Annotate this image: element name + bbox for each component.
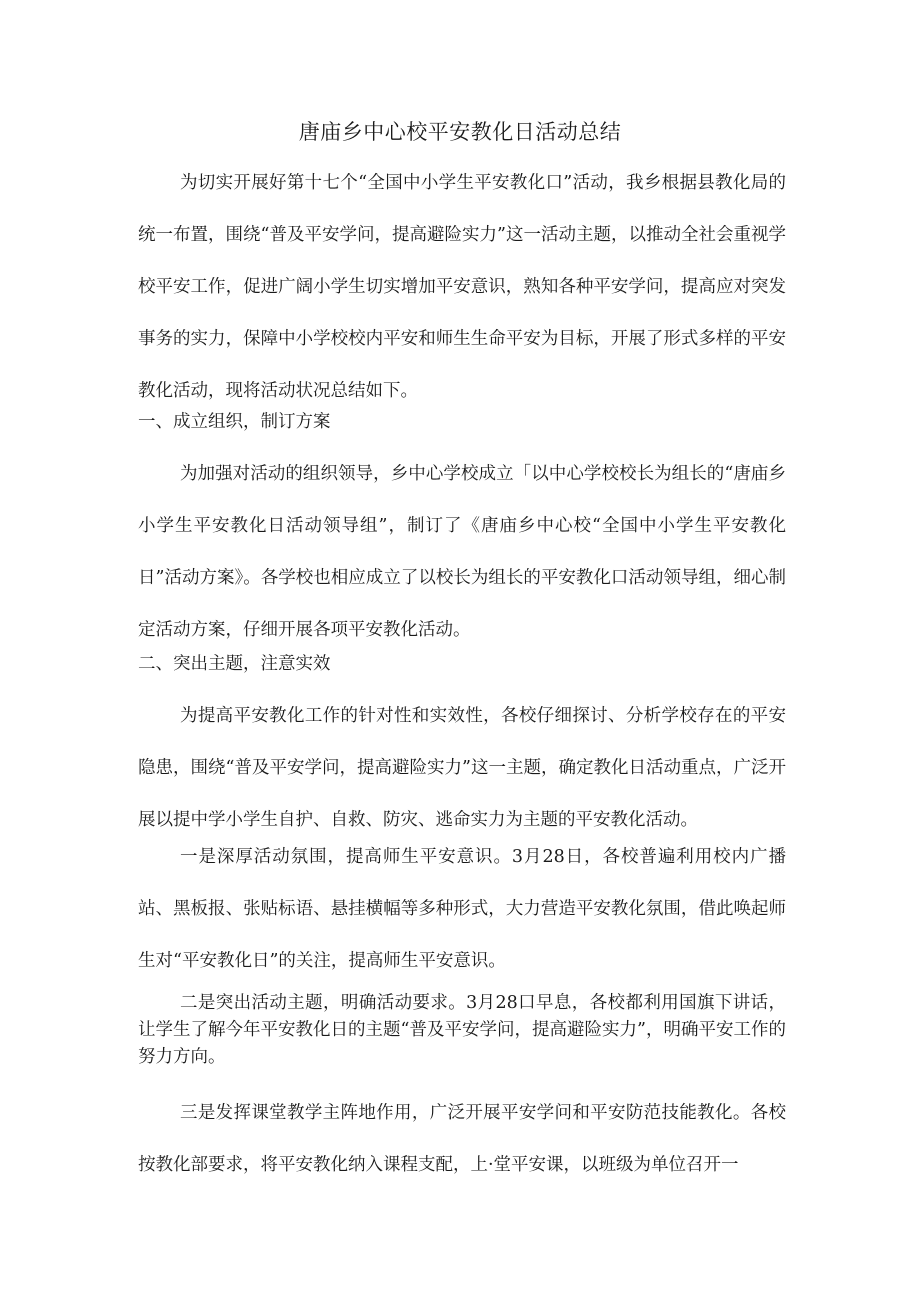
document-title: 唐庙乡中心校平安教化日活动总结 [298,120,622,144]
intro-paragraph: 为切实开展好第十七个“全国中小学生平安教化口”活动，我乡根据县教化局的统一布置，围绕“普及平安学问，提高避险实力”这一活动主题，以推动全社会重视学校平安工作，促进广阔小学生切实增加平安意识，熟知各种平安学问，提高应对突发事务的实力，保障中小学校校内平安和师生生命平安为目标，开展了形式多样的平安教化活动，现将活动状况总结如下。 [138,173,786,401]
section-2-paragraph-4: 三是发挥课堂教学主阵地作用，广泛开展平安学问和平安防范技能教化。各校按教化部要求，将平安教化纳入课程支配，上·堂平安课，以班级为单位召开一 [138,1103,786,1175]
section-1-paragraph: 为加强对活动的组织领导，乡中心学校成立「以中心学校校长为组长的“唐庙乡小学生平安教化日活动领导组”，制订了《唐庙乡中心校“全国中小学生平安教化日”活动方案》。各学校也相应成立了以校长为组长的平安教化口活动领导组，细心制定活动方案，仔细开展各项平安教化活动。 [138,464,786,640]
section-2-paragraph-1: 为提高平安教化工作的针对性和实效性，各校仔细探讨、分析学校存在的平安隐患，围绕“普及平安学问，提高避险实力”这一主题，确定教化日活动重点，广泛开展以提中学小学生自护、自救、防灾、逃命实力为主题的平安教化活动。 [138,706,786,830]
section-1-heading: 一、成立组织，制订方案 [138,412,331,432]
section-2-paragraph-3: 二是突出活动主题，明确活动要求。3月28口早息，各校都利用国旗下讲话，让学生了解今年平安教化日的主题“普及平安学问，提高避险实力”，明确平安工作的努力方向。 [138,993,786,1067]
section-2-paragraph-2: 一是深厚活动氛围，提高师生平安意识。3月28日，各校普遍利用校内广播站、黑板报、张贴标语、悬挂横幅等多种形式，大力营造平安教化氛围，借此唤起师生对“平安教化日”的关注，提高师生平安意识。 [138,847,786,971]
section-2-heading: 二、突出主题，注意实效 [138,654,331,674]
